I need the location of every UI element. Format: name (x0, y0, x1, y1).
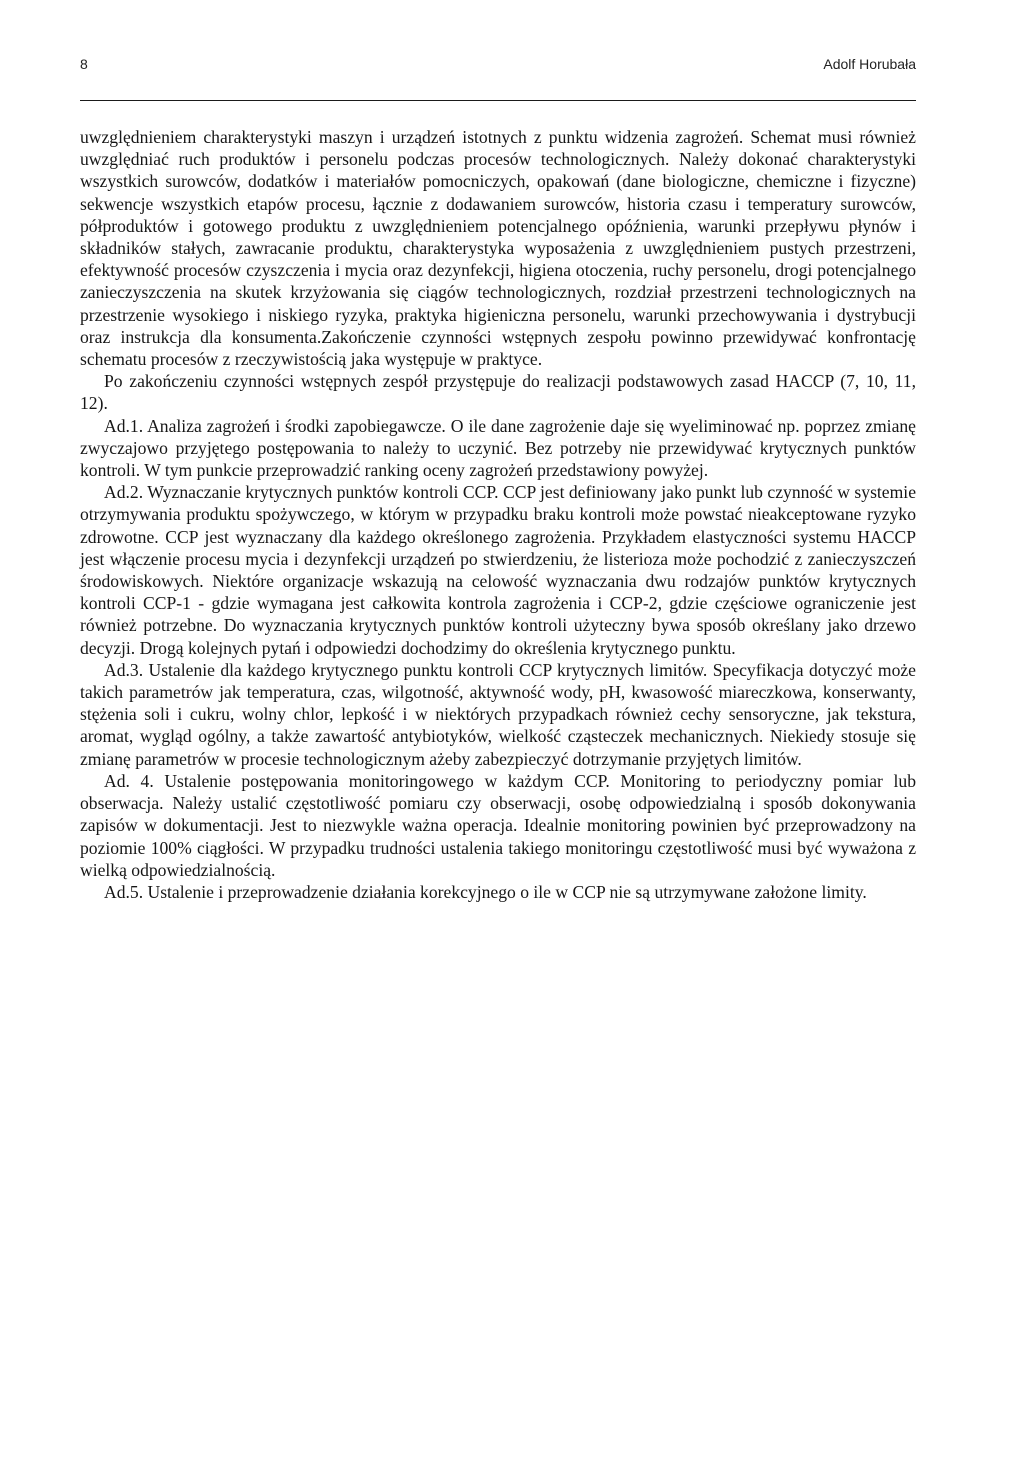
paragraph-ad5: Ad.5. Ustalenie i przeprowadzenie działania korekcyjnego o ile w CCP nie są utrzymywane założone limity. (104, 881, 867, 902)
paragraph-ad4: Ad. 4. Ustalenie postępowania monitoringowego w każdym CCP. Monitoring to periodyczny pomiar lub obserwacja. Należy ustalić częstotliwość pomiaru czy obserwacji, osobę odpowiedzialną i sposób dokonywania zapisów w dokumentacji. Jest to niezwykle ważna operacja. Idealnie monitoring powinien być przeprowadzony na poziomie 100% ciągłości. W przypadku trudności ustalenia takiego monitoringu częstotliwość musi być wyważona z wielką odpowiedzialnością. (80, 770, 916, 880)
paragraph-continuation: uwzględnieniem charakterystyki maszyn i urządzeń istotnych z punktu widzenia zagrożeń. Schemat musi również uwzględniać ruch produktów i personelu podczas procesów technologicznych. Należy dokonać charakterystyki wszystkich surowców, dodatków i materiałów pomocniczych, opakowań (dane biologiczne, chemiczne i fizyczne) sekwencje wszystkich etapów procesu, łącznie z dodawaniem surowców, historia czasu i temperatury surowców, półproduktów i gotowego produktu z uwzględnieniem potencjalnego opóźnienia, warunki przepływu płynów i składników stałych, zawracanie produktu, charakterystyka wyposażenia z uwzględnieniem pustych przestrzeni, efektywność procesów czyszczenia i mycia oraz dezynfekcji, higiena otoczenia, ruchy personelu, drogi potencjalnego zanieczyszczenia na skutek krzyżowania się ciągów technologicznych, rozdział przestrzeni technologicznych na przestrzenie wysokiego i niskiego ryzyka, praktyka higieniczna personelu, warunki przechowywania i dystrybucji oraz instrukcja dla konsumenta.Zakończenie czynności wstępnych zespołu powinno przewidywać konfrontację schematu procesów z rzeczywistością jaka występuje w praktyce. (80, 127, 916, 370)
author-name: Adolf Horubała (823, 56, 916, 72)
body-text (80, 126, 916, 903)
paragraph-haccp-intro: Po zakończeniu czynności wstępnych zespół przystępuje do realizacji podstawowych zasad HACCP (7, 10, 11, 12). (80, 371, 916, 414)
paragraph-ad1: Ad.1. Analiza zagrożeń i środki zapobiegawcze. O ile dane zagrożenie daje się wyeliminować np. poprzez zmianę zwyczajowo przyjętego postępowania to należy to uczynić. Bez potrzeby nie przewidywać krytycznych punktów kontroli. W tym punkcie przeprowadzić ranking oceny zagrożeń przedstawiony powyżej. (80, 415, 916, 481)
document-page (80, 0, 916, 1458)
running-header (80, 52, 916, 76)
paragraph-ad2: Ad.2. Wyznaczanie krytycznych punktów kontroli CCP. CCP jest definiowany jako punkt lub czynność w systemie otrzymywania produktu spożywczego, w którym w przypadku braku kontroli może powstać nieakceptowane ryzyko zdrowotne. CCP jest wyznaczany dla każdego określonego zagrożenia. Przykładem elastyczności systemu HACCP jest włączenie procesu mycia i dezynfekcji urządzeń po stwierdzeniu, że listerioza może pochodzić z zanieczyszczeń środowiskowych. Niektóre organizacje wskazują na celowość wyznaczania dwu rodzajów punktów krytycznych kontroli CCP-1 - gdzie wymagana jest całkowita kontrola zagrożenia i CCP-2, gdzie częściowe ograniczenie jest również potrzebne. Do wyznaczania krytycznych punktów kontroli użyteczny bywa sposób określany jako drzewo decyzji. Drogą kolejnych pytań i odpowiedzi dochodzimy do określenia krytycznego punktu. (80, 482, 916, 658)
header-rule (80, 100, 916, 101)
paragraph-ad3: Ad.3. Ustalenie dla każdego krytycznego punktu kontroli CCP krytycznych limitów. Specyfikacja dotyczyć może takich parametrów jak temperatura, czas, wilgotność, aktywność wody, pH, kwasowość miareczkowa, konserwanty, stężenia soli i cukru, wolny chlor, lepkość i w niektórych przypadkach również cechy sensoryczne, jak tekstura, aromat, wygląd ogólny, a także zawartość antybiotyków, wielkość cząsteczek mechanicznych. Niekiedy stosuje się zmianę parametrów w procesie technologicznym ażeby zabezpieczyć dotrzymanie przyjętych limitów. (80, 659, 916, 769)
page-number: 8 (80, 56, 88, 72)
